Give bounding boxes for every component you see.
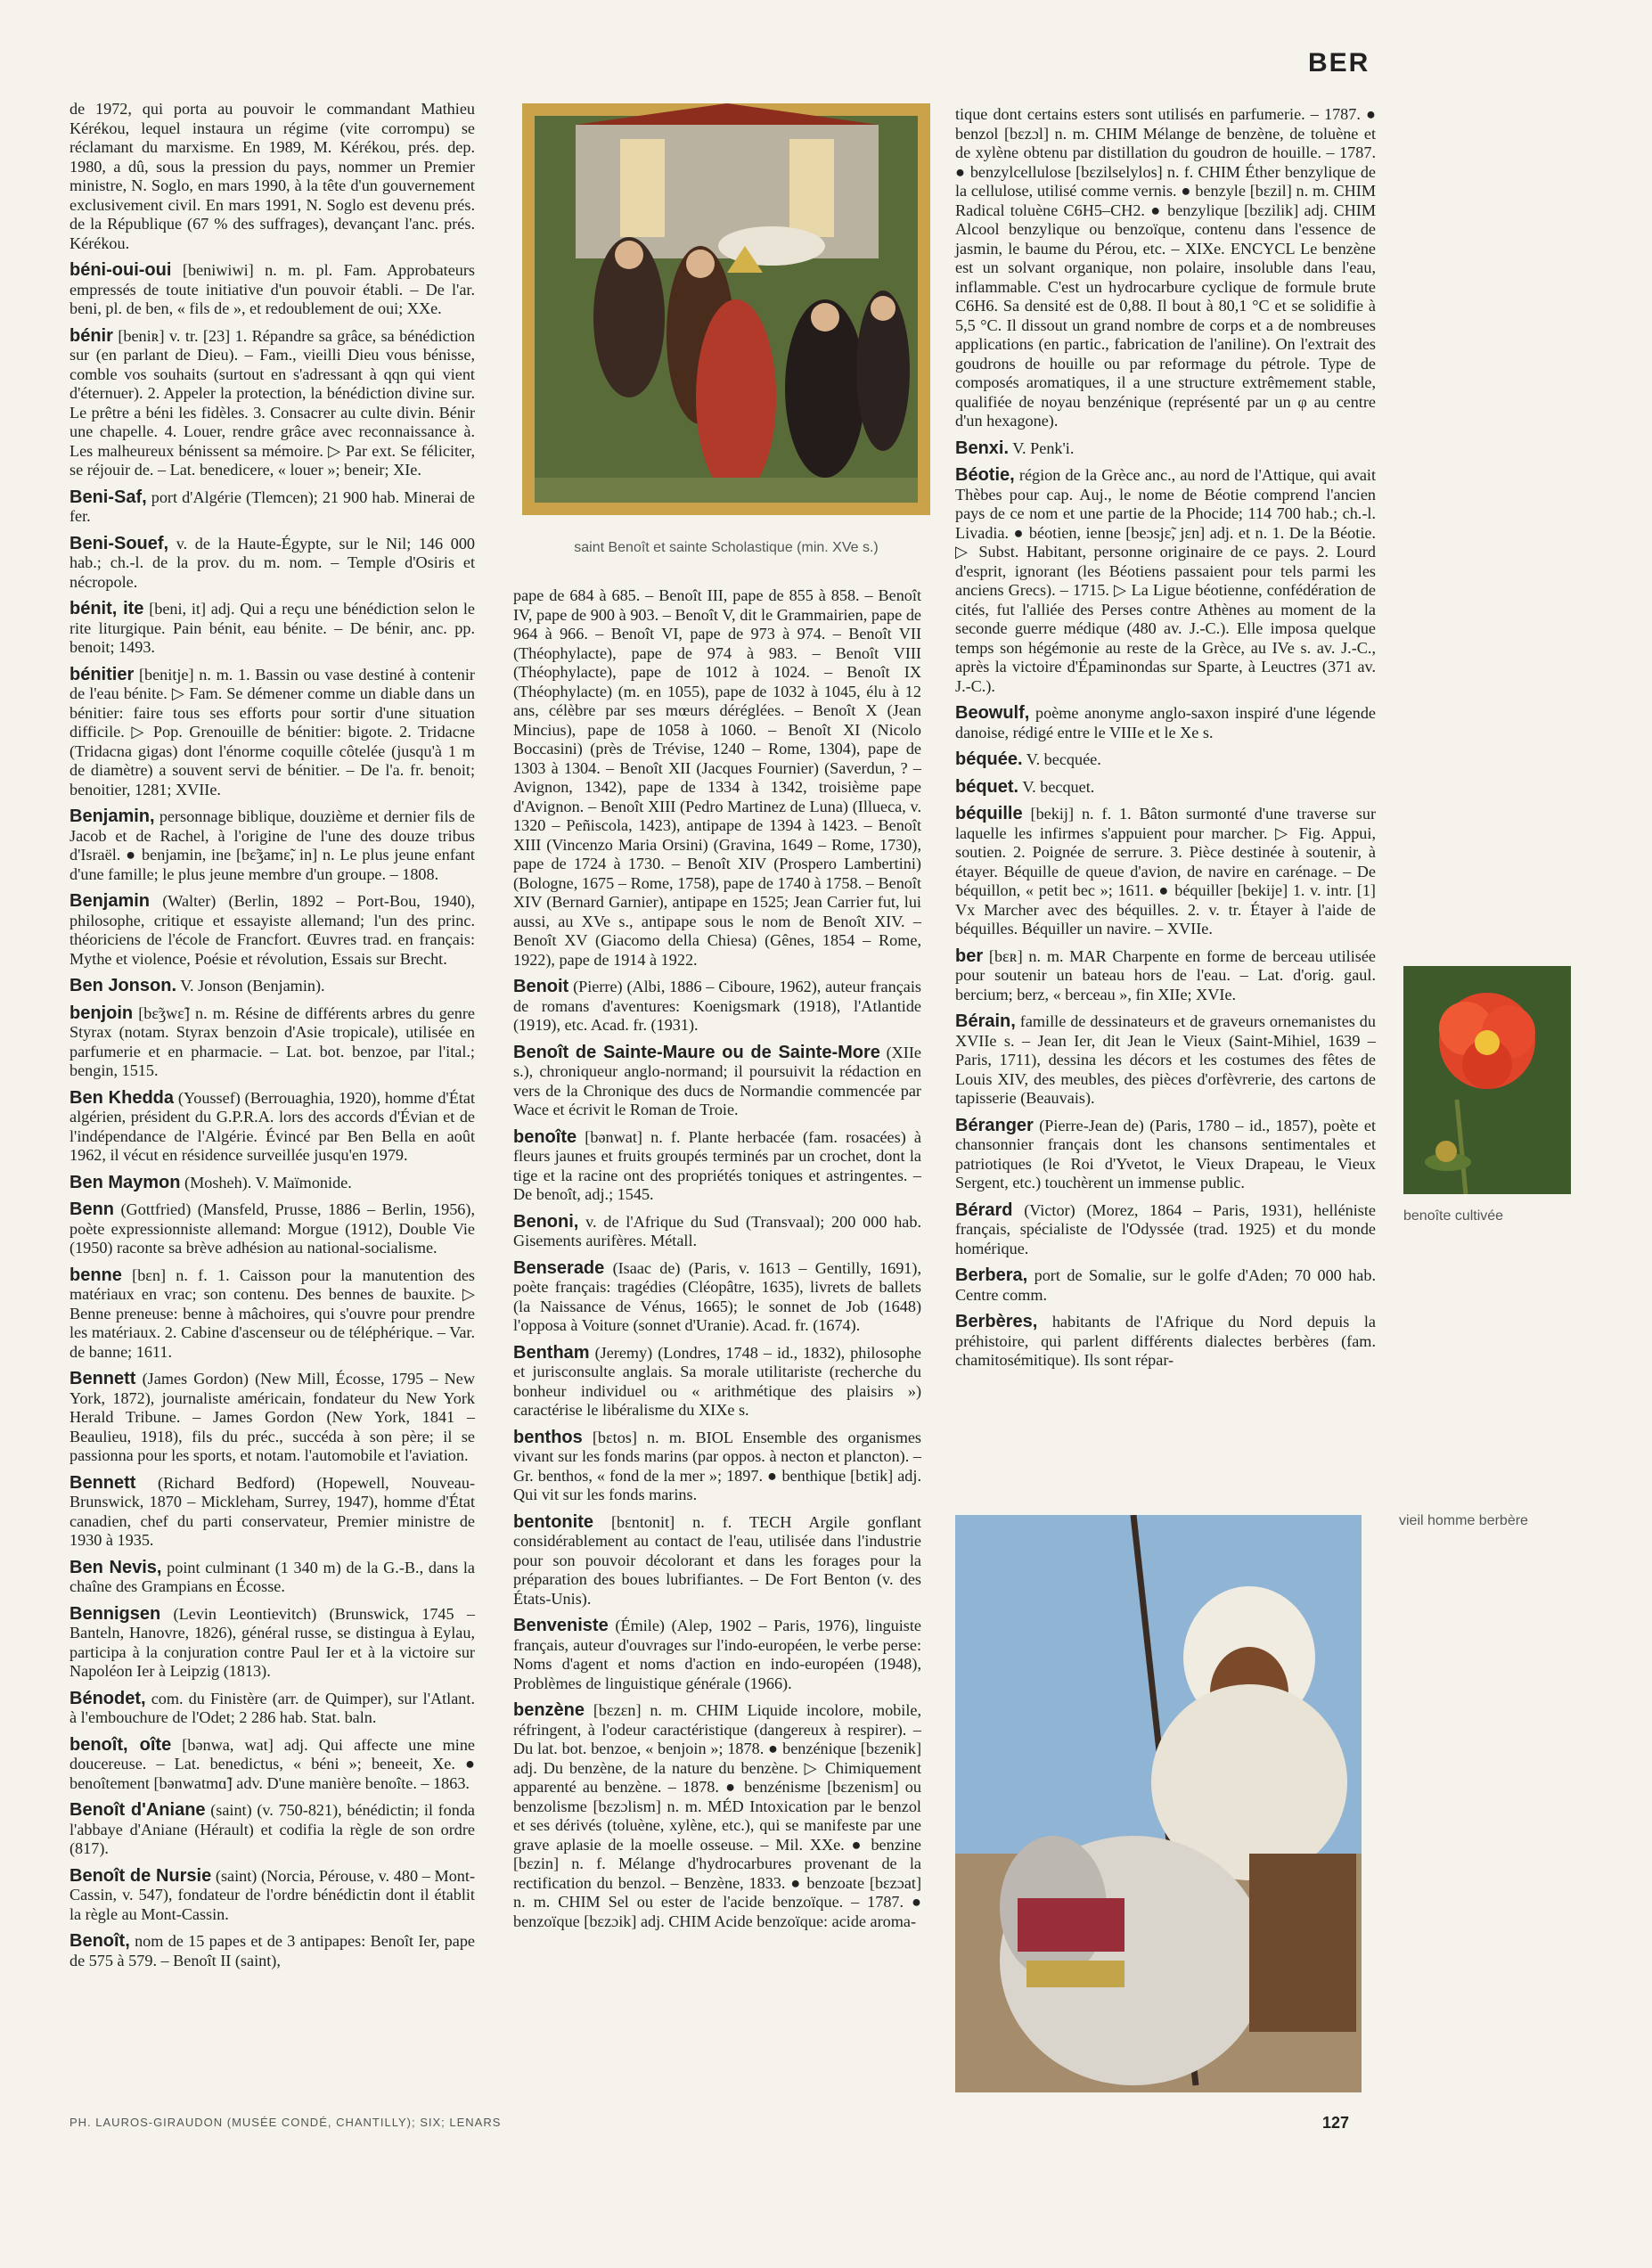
entry-definition: [beni, it] adj. Qui a reçu une bénédiction selon le rite liturgique. Pain bénit, eau bénite. – De bénir, anc. pp. benoit; 1493. xyxy=(70,600,476,656)
dictionary-entry xyxy=(513,1617,921,1693)
benoite-flower-photo xyxy=(1403,966,1571,1194)
entry-definition: V. Jonson (Benjamin). xyxy=(180,977,325,995)
entry-headword: Ben Maymon xyxy=(70,1172,181,1192)
entry-definition: habitants de l'Afrique du Nord depuis la préhistoire, qui parlent différents dialectes berbères (fam. chamitosémitique). Ils sont répar- xyxy=(955,1313,1376,1369)
entry-headword: Ben Jonson. xyxy=(70,976,177,995)
column-1 xyxy=(70,100,475,1978)
entry-headword: Benxi. xyxy=(955,438,1010,458)
entry-definition: [bɛntonit] n. f. TECH Argile gonflant considérablement au contact de l'eau, utilisée dans l'industrie pour son pouvoir décolorant et dans les forages pour la préparation des boues lubrifiantes. – De Fort Benton (v. des États-Unis). xyxy=(513,1512,921,1608)
dictionary-entry xyxy=(70,1605,475,1682)
dictionary-entry xyxy=(70,261,475,319)
page-number: 127 xyxy=(1322,2114,1350,2132)
entry-headword: Benoît de Sainte-Maure ou de Sainte-More xyxy=(513,1042,880,1062)
dictionary-entry xyxy=(70,1370,475,1466)
entry-headword: benthos xyxy=(513,1427,583,1447)
berbere-photo xyxy=(955,1515,1362,2092)
entry-definition: point culminant (1 340 m) de la G.-B., dans la chaîne des Grampians en Écosse. xyxy=(70,1558,476,1595)
column-2 xyxy=(513,586,921,1939)
dictionary-entry xyxy=(955,1201,1376,1259)
entry-definition: [bɛn] n. f. 1. Caisson pour la manutention des matériaux en vrac; son contenu. Des bennes de bauxite. ▷ Benne preneuse: benne à mâchoires, qui s'ouvre pour prendre les matériaux. 2. Cabine d'ascenseur ou de téléphérique. – Var. de banne; 1611. xyxy=(70,1265,475,1361)
dictionary-entry xyxy=(70,1867,475,1925)
entry-headword: Benjamin, xyxy=(70,806,155,826)
caption-berbere: vieil homme berbère xyxy=(1399,1513,1528,1528)
entry-definition: (James Gordon) (New Mill, Écosse, 1795 – New York, 1872), journaliste américain, fondateur du New York Herald Tribune. – James Gordon (New York, 1841 – Beaulieu, 1918), fils du préc., succéda à son père; il se passionna pour les sports, et notam. l'automobile et l'aviation. xyxy=(70,1370,476,1464)
entry-definition: v. de la Haute-Égypte, sur le Nil; 146 000 hab.; ch.-l. de la prov. du m. nom. – Temple d'Osiris et nécropole. xyxy=(70,534,476,591)
dictionary-entry xyxy=(70,1801,475,1859)
dictionary-entry xyxy=(70,1004,475,1081)
caption-benoite: benoîte cultivée xyxy=(1403,1208,1504,1224)
dictionary-entry xyxy=(70,600,475,658)
dictionary-entry xyxy=(955,778,1376,798)
entry-definition: (Richard Bedford) (Hopewell, Nouveau-Brunswick, 1870 – Mickleham, Surrey, 1947), homme d'État canadien, chef du parti conservateur, Premier ministre de 1930 à 1935. xyxy=(70,1473,475,1549)
dictionary-entry xyxy=(955,1012,1376,1109)
entry-definition: [bekij] n. f. 1. Bâton surmonté d'une traverse sur laquelle les infirmes s'appuient pour marcher. ▷ Fig. Appui, soutien. 2. Poignée de serrure. 3. Pièce destinée à soutenir, à étayer. Béquille de queue d'avion, de navire en carénage. – De béquillon, « petit bec »; 1611. ● béquiller [bekije] 1. v. intr. [1] Vx Marcher avec des béquilles. 2. v. tr. Étayer à l'aide de béquilles. Béquiller un navire. – XVIIe. xyxy=(955,805,1376,937)
entry-definition: [beniʀ] v. tr. [23] 1. Répandre sa grâce, sa bénédiction sur (en parlant de Dieu). – Fam., vieilli Dieu vous bénisse, comble vos souhaits (surtout en s'adressant à qqn qui vient d'éternuer). 2. Appeler la protection, la bénédiction divine sur. Le prêtre a béni les fidèles. 3. Consacrer au culte divin. Bénir une chapelle. 4. Louer, rendre grâce avec reconnaissance à. Les malheureux bénissent sa mémoire. ▷ Par ext. Se féliciter, se réjouir de. – Lat. benedicere, « louer »; beneir; XIe. xyxy=(70,326,475,479)
dictionary-entry xyxy=(955,105,1376,431)
entry-headword: Benoît d'Aniane xyxy=(70,1800,206,1820)
entry-definition: (Pierre) (Albi, 1886 – Ciboure, 1962), auteur français de romans d'aventures: Koenigsmark (1918), l'Atlantide (1919), etc. Acad. fr. (1931). xyxy=(513,978,921,1034)
entry-definition: port de Somalie, sur le golfe d'Aden; 70 000 hab. Centre comm. xyxy=(955,1266,1377,1304)
entry-definition: (Émile) (Alep, 1902 – Paris, 1976), linguiste français, auteur d'ouvrages sur l'indo-européen, le verbe perse: Noms d'agent et noms d'action en indo-européen (1948), Problèmes de linguistique générale (1966). xyxy=(513,1617,921,1692)
entry-headword: Benoît, xyxy=(70,1931,130,1951)
entry-definition: (Mosheh). V. Maïmonide. xyxy=(184,1173,352,1191)
dictionary-entry xyxy=(955,1117,1376,1193)
dictionary-entry xyxy=(513,978,921,1036)
dictionary-entry xyxy=(70,1736,475,1794)
guide-word: BER xyxy=(1308,48,1370,78)
entry-headword: Benoit xyxy=(513,977,569,996)
entry-definition: poème anonyme anglo-saxon inspiré d'une légende danoise, rédigé entre le VIIIe et le Xe s. xyxy=(955,704,1376,741)
entry-headword: Beni-Souef, xyxy=(70,533,169,553)
entry-definition: [bɛʀ] n. m. MAR Charpente en forme de berceau utilisée pour soutenir un bateau hors de l'eau. – Lat. d'orig. gaul. bercium; berz, « berceau », fin XIIe; XVIe. xyxy=(955,946,1376,1003)
dictionary-entry xyxy=(70,535,475,593)
entry-definition: V. becquée. xyxy=(1026,750,1101,768)
entry-headword: Ben Nevis, xyxy=(70,1557,162,1577)
entry-headword: Benveniste xyxy=(513,1616,609,1635)
dictionary-entry xyxy=(70,807,475,884)
dictionary-entry xyxy=(513,586,921,970)
entry-headword: Bérard xyxy=(955,1200,1013,1220)
dictionary-entry xyxy=(513,1513,921,1609)
dictionary-entry xyxy=(955,466,1376,696)
entry-definition: tique dont certains esters sont utilisés en parfumerie. – 1787. ● benzol [bɛzɔl] n. m. CHIM Mélange de benzène, de toluène et de xylène obtenu par distillation du goudron de houille. – 1787. ● benzylcellulose [bɛzilselylos] n. f. CHIM Éther benzylique de la cellulose, utilisé comme vernis. ● benzyle [bɛzil] n. m. CHIM Radical toluène C6H5–CH2. ● benzylique [bɛzilik] adj. CHIM Alcool benzylique ou benzoïque, contenu dans l'essence de jasmin, le baume du Pérou, etc. – XIXe. ENCYCL Le benzène est un solvant organique, non polaire, insoluble dans l'eau, inflammable. C'est un hydrocarbure cyclique de formule brute C6H6. Sa densité est de 0,88. Il bout à 80,1 °C et se solidifie à 5,5 °C. Il dissout un grand nombre de corps et a de nombreuses applications (en partic., fabrication de l'aniline). On l'extrait des goudrons de houille ou par reformage du pétrole. Type de composés aromatiques, il a une structure extrêmement stable, qualifiée de noyau benzénique (représenté par un φ au centre d'un hexagone). xyxy=(955,105,1376,430)
dictionary-entry xyxy=(513,1213,921,1251)
miniature-illustration xyxy=(522,103,930,515)
entry-definition: port d'Algérie (Tlemcen); 21 900 hab. Minerai de fer. xyxy=(70,487,475,525)
entry-headword: béquet. xyxy=(955,776,1019,797)
entry-definition: [bɛtos] n. m. BIOL Ensemble des organismes vivant sur les fonds marins (par oppos. à necton et plancton). – Gr. benthos, « fond de la mer »; 1897. ● benthique [bɛtik] adj. Qui vit sur les fonds marins. xyxy=(513,1428,922,1503)
dictionary-entry xyxy=(70,1559,475,1597)
entry-headword: bénitier xyxy=(70,664,135,684)
entry-headword: Beowulf, xyxy=(955,703,1030,723)
entry-definition: (Victor) (Morez, 1864 – Paris, 1931), helléniste français, spécialiste de l'Odyssée (trad. 1925) et du monde homérique. xyxy=(955,1200,1376,1257)
entry-definition: V. Penk'i. xyxy=(1012,438,1075,457)
entry-definition: (XIIe s.), chroniqueur anglo-normand; il poursuivit la rédaction en vers de la Chronique des ducs de Normandie commencée par Wace et écrivit le Roman de Troie. xyxy=(513,1043,921,1118)
entry-headword: Benjamin xyxy=(70,891,151,911)
entry-headword: benjoin xyxy=(70,1003,134,1023)
entry-headword: Bérain, xyxy=(955,1011,1016,1031)
entry-definition: [benitje] n. m. 1. Bassin ou vase destiné à contenir de l'eau bénite. ▷ Fam. Se démener comme un diable dans un bénitier: faire tous ses efforts pour sortir d'une situation difficile. ▷ Pop. Grenouille de bénitier: bigote. 2. Tridacne (Tridacna gigas) dont l'énorme coquille côtelée (jusqu'à 1 m de diamètre) a souvent servi de bénitier. – De l'a. fr. benoit; benoitier, 1281; XVIIe. xyxy=(70,665,475,798)
entry-headword: Bénodet, xyxy=(70,1688,146,1708)
entry-definition: v. de l'Afrique du Sud (Transvaal); 200 000 hab. Gisements aurifères. Métall. xyxy=(513,1212,922,1249)
dictionary-entry xyxy=(513,1344,921,1421)
entry-definition: (Isaac de) (Paris, v. 1613 – Gentilly, 1691), poète français: tragédies (Cléopâtre, 1635), livrets de ballets (la Naissance de Vénus, 1665); le sonnet de Job (1648) l'opposa à Voiture (sonnet d'Uranie). Acad. fr. (1674). xyxy=(513,1258,921,1334)
entry-headword: béquée. xyxy=(955,749,1023,769)
dictionary-entry xyxy=(513,1128,921,1205)
entry-headword: Benoni, xyxy=(513,1211,579,1232)
entry-definition: personnage biblique, douzième et dernier fils de Jacob et de Rachel, à l'origine de l'une des douze tribus d'Israël. ● benjamin, ine [bɛ̃ʒamɛ̃, in] n. Le plus jeune enfant d'une famille; le plus jeune membre d'un groupe. – 1808. xyxy=(70,807,475,883)
entry-headword: ber xyxy=(955,946,984,966)
entry-headword: Bennigsen xyxy=(70,1603,161,1624)
entry-headword: Berbères, xyxy=(955,1312,1038,1331)
dictionary-entry xyxy=(955,805,1376,939)
entry-definition: région de la Grèce anc., au nord de l'Attique, qui avait Thèbes pour cap. Auj., le nome de Béotie comprend l'ancien pays de ce nom et une partie de la Phocide; 114 700 hab.; ch.-l. Livadia. ● béotien, ienne [beɔsjɛ̃, jɛn] adj. et n. 1. De la Béotie. ▷ Subst. Habitant, personne originaire de ce pays. 2. Lourd d'esprit, ignorant (les Béotiens passaient pour tels parmi les anciens Grecs). – 1715. ▷ La Ligue béotienne, confédération de cités, fut l'alliée des Perses contre Athènes au moment de la seconde guerre médique (480 av. J.-C.). Elle imposa quelque temps son hégémonie au reste de la Grèce, au IVe s. av. J.-C., après la victoire d'Épaminondas sur Sparte, à Leuctres (371 av. J.-C.). xyxy=(955,466,1377,695)
entry-headword: Berbera, xyxy=(955,1265,1028,1285)
entry-definition: pape de 684 à 685. – Benoît III, pape de 855 à 858. – Benoît IV, pape de 900 à 903. – Benoît V, dit le Grammairien, pape de 964 à 966. – Benoît VI, pape de 973 à 974. – Benoît VII (Théophylacte), pape de 974 à 983. – Benoît VIII (Théophylacte), pape de 1012 à 1024. – Benoît IX (Théophylacte) (m. en 1055), pape de 1032 à 1045, élu à 12 ans, célèbre par ses mœurs déréglées. – Benoît X (Jean Mincius), pape de 1058 à 1060. – Benoît XI (Nicolo Boccasini) (près de Trévise, 1240 – Rome, 1304), pape de 1303 à 1304. – Benoît XII (Jacques Fournier) (Saverdun, ? – Avignon, 1342), pape de 1334 à 1342, troisième pape d'Avignon. – Benoît XIII (Pedro Martinez de Luna) (Illueca, v. 1320 – Peñiscola, 1423), antipape de 1394 à 1423. – Benoît XIII (Vincenzo Maria Orsini) (Gravina, 1649 – Rome, 1730), pape de 1724 à 1730. – Benoît XIV (Prospero Lambertini) (Bologne, 1675 – Rome, 1758), pape de 1740 à 1758. – Benoît XIV (Bernard Garnier), antipape en 1525; Jean Carrier fut, lui aussi, au XVe s., antipape sous le nom de Benoît XIV. – Benoît XV (Giacomo della Chiesa) (Gênes, 1854 – Rome, 1922), pape de 1914 à 1922. xyxy=(513,586,921,969)
entry-headword: Benoît de Nursie xyxy=(70,1865,212,1886)
entry-definition: (Jeremy) (Londres, 1748 – id., 1832), philosophe et jurisconsulte anglais. Sa morale utilitariste (recherche du bonheur individuel ou « arithmétique des plaisirs ») caractérise le libéralisme du XIXe s. xyxy=(513,1343,922,1419)
entry-definition: com. du Finistère (arr. de Quimper), sur l'Atlant. à l'embouchure de l'Odet; 2 286 hab. Stat. baln. xyxy=(70,1689,476,1726)
entry-headword: benoîte xyxy=(513,1126,577,1147)
entry-definition: [bɛ̃ʒwɛ̃] n. m. Résine de différents arbres du genre Styrax (notam. Styrax benzoin d'Asie tropicale), utilisée en parfumerie et en pharmacie. – Lat. bot. benzoe, par l'ital.; bengin, 1515. xyxy=(70,1003,475,1079)
entry-definition: (Levin Leontievitch) (Brunswick, 1745 – Banteln, Hanovre, 1826), général russe, se distingua à Eylau, participa à la conjuration contre Paul Ier et à la victoire sur Napoléon Ier à Leipzig (1813). xyxy=(70,1604,475,1680)
entry-definition: V. becquet. xyxy=(1022,777,1095,796)
dictionary-entry xyxy=(513,1701,921,1931)
photo-credit: PH. LAUROS-GIRAUDON (MUSÉE CONDÉ, CHANTILLY); SIX; LENARS xyxy=(70,2116,502,2129)
dictionary-entry xyxy=(955,704,1376,742)
entry-headword: Benn xyxy=(70,1200,114,1219)
entry-headword: Béranger xyxy=(955,1115,1034,1135)
entry-definition: de 1972, qui porta au pouvoir le commandant Mathieu Kérékou, lequel instaura un régime (vite corrompu) se réclamant du marxisme. En 1989, M. Kérékou, prés. dep. 1980, a dû, sous la pression du pays, nommer un Premier ministre, N. Soglo, en mars 1990, à la tête d'un gouvernement exclusivement civil. En mars 1991, N. Soglo est devenu prés. de la République (67 % des suffrages), devançant l'anc. prés. Kérékou. xyxy=(70,100,475,252)
dictionary-entry xyxy=(70,1174,475,1193)
entry-headword: bénit, ite xyxy=(70,599,144,618)
entry-headword: Benserade xyxy=(513,1257,605,1278)
dictionary-entry xyxy=(513,1429,921,1505)
dictionary-entry xyxy=(70,327,475,480)
dictionary-entry xyxy=(70,977,475,996)
dictionary-entry xyxy=(955,439,1376,459)
entry-definition: (Walter) (Berlin, 1892 – Port-Bou, 1940), philosophe, critique et essayiste allemand; l'un des princ. théoriciens de l'école de Francfort. Œuvres trad. en français: Mythe et violence, Poésie et révolution, Essais sur Brecht. xyxy=(70,892,475,968)
entry-definition: [bənwa, wat] adj. Qui affecte une mine doucereuse. – Lat. benedictus, « béni »; beneeit, Xe. ● benoîtement [bənwatmɑ̃] adv. D'une manière benoîte. – 1863. xyxy=(70,1735,475,1792)
column-3 xyxy=(955,105,1376,1379)
dictionary-entry xyxy=(955,750,1376,770)
entry-headword: Bentham xyxy=(513,1342,590,1363)
entry-headword: béni-oui-oui xyxy=(70,260,172,280)
entry-headword: bénir xyxy=(70,325,113,346)
entry-headword: Béotie, xyxy=(955,465,1015,485)
dictionary-entry xyxy=(955,947,1376,1005)
dictionary-entry xyxy=(70,1089,475,1166)
entry-definition: (saint) (v. 750-821), bénédictin; il fonda l'abbaye d'Aniane (Hérault) et codifia la règle de son ordre (817). xyxy=(70,1801,475,1857)
entry-definition: famille de dessinateurs et de graveurs ornemanistes du XVIIe s. – Jean Ier, dit Jean le Vieux (Saint-Mihiel, 1639 – Paris, 1711), dessina les décors et les costumes des fêtes de Louis XIV, des meubles, des pièces d'orfèvrerie, des cartons de tapisserie (Beauvais). xyxy=(955,1012,1376,1107)
entry-headword: Bennett xyxy=(70,1472,136,1493)
dictionary-entry xyxy=(70,1266,475,1363)
entry-definition: [bɛzɛn] n. m. CHIM Liquide incolore, mobile, réfringent, à l'odeur caractéristique (dangereux à respirer). – Du lat. bot. benzoe, « benjoin »; 1878. ● benzénique [bɛzenik] adj. Du benzène, de la nature du benzène. ▷ Chimiquement apparenté au benzène. – 1878. ● benzénisme [bɛzenism] ou benzolisme [bɛzɔlism] n. m. MÉD Intoxication par le benzol et ses dérivés (toluène, xylène, etc.), qui se manifeste par une grave aplasie de la moelle osseuse. – Mil. XXe. ● benzine [bɛzin] n. f. Mélange d'hydrocarbures provenant de la rectification du benzol. – Benzène, 1833. ● benzoate [bɛzɔat] n. m. CHIM Sel ou ester de l'acide benzoïque. – 1787. ● benzoïque [bɛzɔik] adj. CHIM Acide benzoïque: acide aroma- xyxy=(513,1701,922,1930)
caption-benoit-scholastique: saint Benoît et sainte Scholastique (min. XVe s.) xyxy=(574,540,879,555)
entry-definition: (saint) (Norcia, Pérouse, v. 480 – Mont-Cassin, v. 547), fondateur de l'ordre bénédictin dont il établit la règle au Mont-Cassin. xyxy=(70,1866,475,1923)
entry-definition: [bənwat] n. f. Plante herbacée (fam. rosacées) à fleurs jaunes et fruits groupés terminés par un crochet, dont la tige et la racine ont des propriétés toniques et astringentes. – De benoît, adj.; 1545. xyxy=(513,1127,921,1203)
entry-definition: nom de 15 papes et de 3 antipapes: Benoît Ier, pape de 575 à 579. – Benoît II (saint), xyxy=(70,1932,476,1969)
entry-headword: Beni-Saf, xyxy=(70,487,147,507)
dictionary-entry xyxy=(70,488,475,527)
dictionary-entry xyxy=(70,1932,475,1970)
dictionary-entry xyxy=(70,1200,475,1258)
dictionary-entry xyxy=(70,892,475,969)
entry-definition: [beniwiwi] n. m. pl. Fam. Approbateurs empressés de toute initiative d'un pouvoir établi. – De l'ar. beni, pl. de ben, « fils de », et redoublement de oui; XXe. xyxy=(70,261,476,317)
entry-definition: (Youssef) (Berrouaghia, 1920), homme d'État algérien, président du G.P.R.A. lors des accords d'Évian et de l'indépendance de l'Algérie. Évincé par Ben Bella en août 1962, il vécut en résidence surveillée jusqu'en 1979. xyxy=(70,1088,475,1164)
dictionary-entry xyxy=(513,1259,921,1336)
dictionary-entry xyxy=(70,1690,475,1728)
entry-headword: benne xyxy=(70,1265,122,1285)
entry-definition: (Gottfried) (Mansfeld, Prusse, 1886 – Berlin, 1956), poète expressionniste allemand: Morgue (1912), Double Vie (1950) raconte sa brève adhésion au national-socialisme. xyxy=(70,1200,476,1257)
entry-headword: Ben Khedda xyxy=(70,1087,175,1108)
entry-headword: béquille xyxy=(955,804,1023,823)
entry-headword: Bennett xyxy=(70,1369,136,1388)
entry-headword: bentonite xyxy=(513,1511,593,1532)
entry-headword: benoît, oîte xyxy=(70,1734,172,1755)
dictionary-entry xyxy=(70,100,475,253)
entry-definition: (Pierre-Jean de) (Paris, 1780 – id., 1857), poète et chansonnier français dont les chansons sentimentales et patriotiques (le Roi d'Yvetot, le Vieux Drapeau, le Vieux Sergent, etc.) touchèrent un immense public. xyxy=(955,1116,1376,1191)
dictionary-entry xyxy=(955,1266,1376,1305)
dictionary-entry xyxy=(70,666,475,800)
dictionary-entry xyxy=(955,1313,1376,1371)
entry-headword: benzène xyxy=(513,1700,585,1720)
dictionary-entry xyxy=(70,1474,475,1551)
dictionary-entry xyxy=(513,1044,921,1120)
